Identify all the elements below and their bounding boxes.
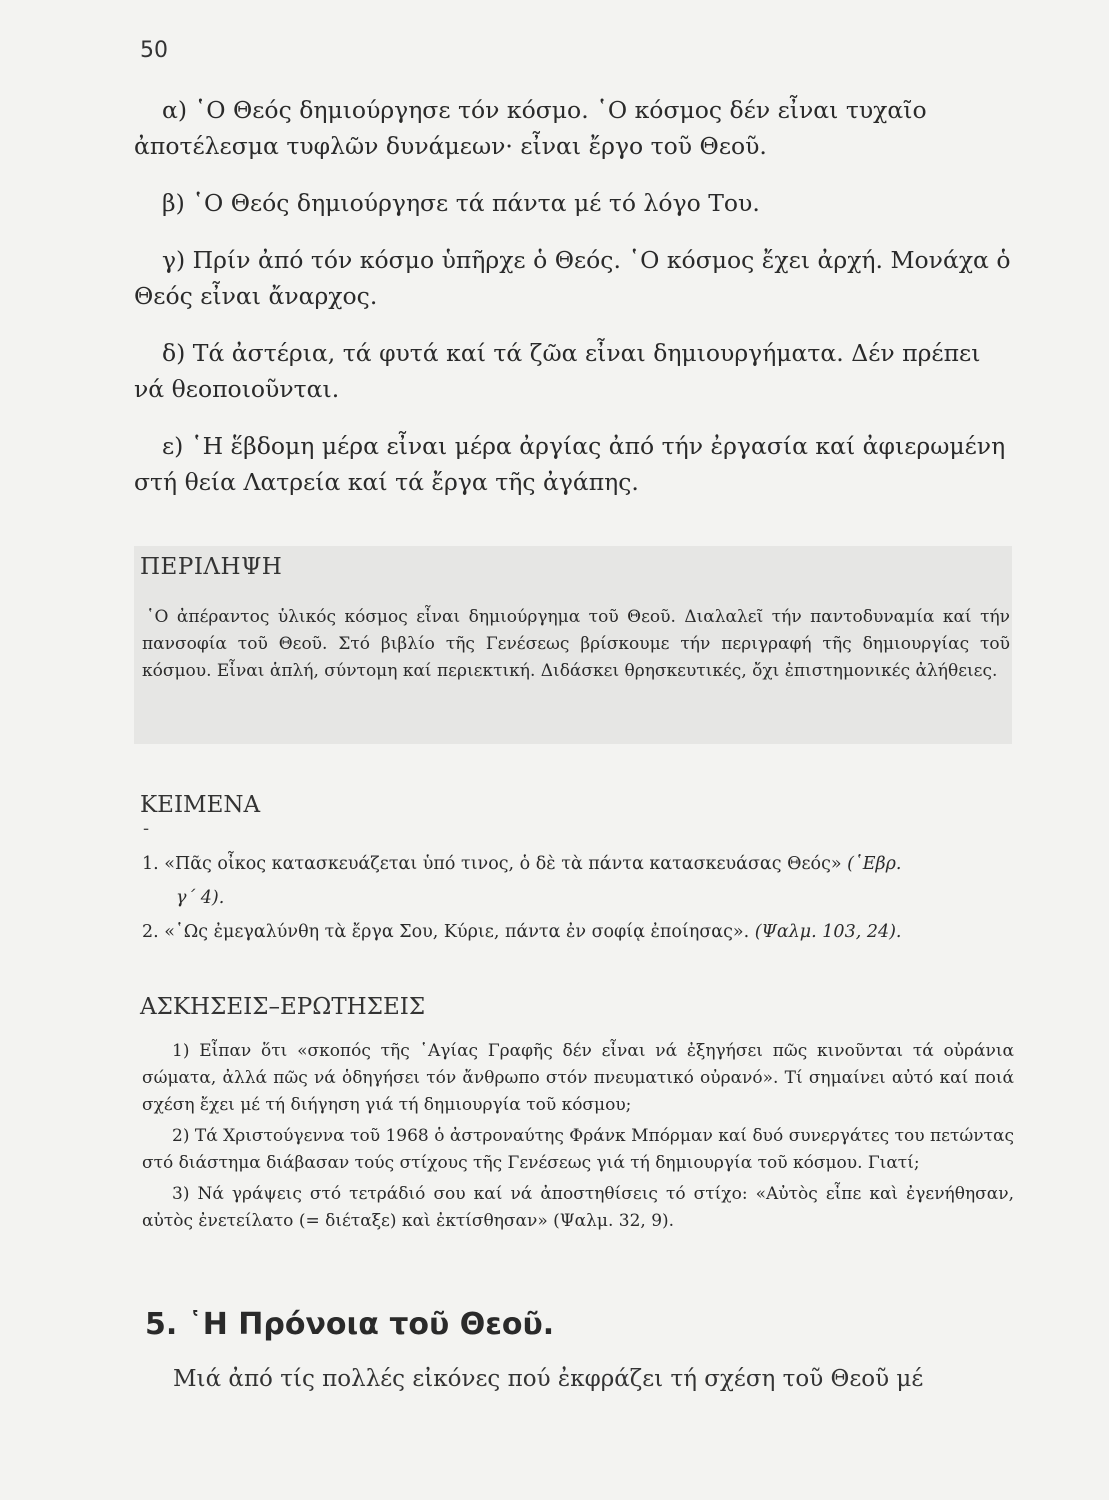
text-item-2-main: 2. «῾Ως ἐμεγαλύνθη τὰ ἔργα Σου, Κύριε, πάντα ἐν σοφίᾳ ἐποίησας». xyxy=(142,922,755,942)
intro-list xyxy=(134,92,1014,521)
chapter-first-line: Μιά ἀπό τίς πολλές εἰκόνες πού ἐκφράζει τή σχέση τοῦ Θεοῦ μέ xyxy=(173,1366,924,1392)
text-item-1-cont xyxy=(142,884,1012,912)
summary-text: ῾Ο ἀπέραντος ὑλικός κόσμος εἶναι δημιούργημα τοῦ Θεοῦ. Διαλαλεῖ τήν παντοδυναμία καί τήν πανσοφία τοῦ Θεοῦ. Στό βιβλίο τῆς Γενέσεως βρίσκουμε τήν περιγραφή τῆς δημιουργίας τοῦ κόσμου. Εἶναι ἁπλή, σύντομη καί περιεκτική. Διδάσκει θρησκευτικές, ὄχι ἐπιστημονικές ἀλήθειες. xyxy=(142,607,1010,681)
exercise-item: 3) Νά γράψεις στό τετράδιό σου καί νά ἀποστηθίσεις τό στίχο: «Αὐτὸς εἶπε καὶ ἐγενήθησαν, αὐτὸς ἐνετείλατο (= διέταξε) καὶ ἐκτίσθησαν» (Ψαλμ. 32, 9). xyxy=(142,1184,1014,1231)
text-item-1-ref2: γ΄ 4). xyxy=(176,888,225,908)
exercise-item: 1) Εἶπαν ὅτι «σκοπός τῆς ῾Αγίας Γραφῆς δέν εἶναι νά ἐξηγήσει πῶς κινοῦνται τά οὐράνια σώματα, ἀλλά πῶς νά ὁδηγήσει τόν ἄνθρωπο στόν πνευματικό οὐρανό». Τί σημαίνει αὐτό καί ποιά σχέση ἔχει μέ τή διήγηση γιά τή δημιουργία τοῦ κόσμου; xyxy=(142,1041,1014,1115)
texts-list xyxy=(142,850,1012,952)
exercises-title: ΑΣΚΗΣΕΙΣ–ΕΡΩΤΗΣΕΙΣ xyxy=(140,994,426,1020)
text-item-1-main: 1. «Πᾶς οἶκος κατασκευάζεται ὑπό τινος, ὁ δὲ τὰ πάντα κατασκευάσας Θεός» xyxy=(142,854,848,874)
page-number: 50 xyxy=(140,38,168,63)
intro-item: ε) ῾Η ἕβδομη μέρα εἶναι μέρα ἀργίας ἀπό τήν ἐργασία καί ἀφιερωμένη στή θεία Λατρεία καί τά ἔργα τῆς ἀγάπης. xyxy=(134,432,1006,496)
intro-item: β) ῾Ο Θεός δημιούργησε τά πάντα μέ τό λόγο Του. xyxy=(162,189,760,217)
text-item-2-ref: (Ψαλμ. 103, 24). xyxy=(754,922,902,942)
summary-title: ΠΕΡΙΛΗΨΗ xyxy=(140,554,283,580)
intro-item: γ) Πρίν ἀπό τόν κόσμο ὑπῆρχε ὁ Θεός. ῾Ο κόσμος ἔχει ἀρχή. Μονάχα ὁ Θεός εἶναι ἄναρχος. xyxy=(134,246,1011,310)
text-item-1 xyxy=(142,850,1012,878)
exercises-list xyxy=(142,1038,1014,1239)
intro-item: α) ῾Ο Θεός δημιούργησε τόν κόσμο. ῾Ο κόσμος δέν εἶναι τυχαῖο ἀποτέλεσμα τυφλῶν δυνάμεων· εἶναι ἔργο τοῦ Θεοῦ. xyxy=(134,96,927,160)
texts-title: ΚΕΙΜΕΝΑ xyxy=(140,792,261,818)
chapter-title: 5. ῾Η Πρόνοια τοῦ Θεοῦ. xyxy=(145,1307,555,1342)
dash-mark: - xyxy=(143,818,150,839)
text-item-2 xyxy=(142,918,1012,946)
intro-item: δ) Τά ἀστέρια, τά φυτά καί τά ζῶα εἶναι δημιουργήματα. Δέν πρέπει νά θεοποιοῦνται. xyxy=(134,339,981,403)
text-item-1-ref: (῾Εβρ. xyxy=(847,854,902,874)
exercise-item: 2) Τά Χριστούγεννα τοῦ 1968 ὁ ἀστροναύτης Φράνκ Μπόρμαν καί δυό συνεργάτες του πετώντας στό διάστημα διάβασαν τούς στίχους τῆς Γενέσεως γιά τή δημιουργία τοῦ κόσμου. Γιατί; xyxy=(142,1126,1014,1173)
